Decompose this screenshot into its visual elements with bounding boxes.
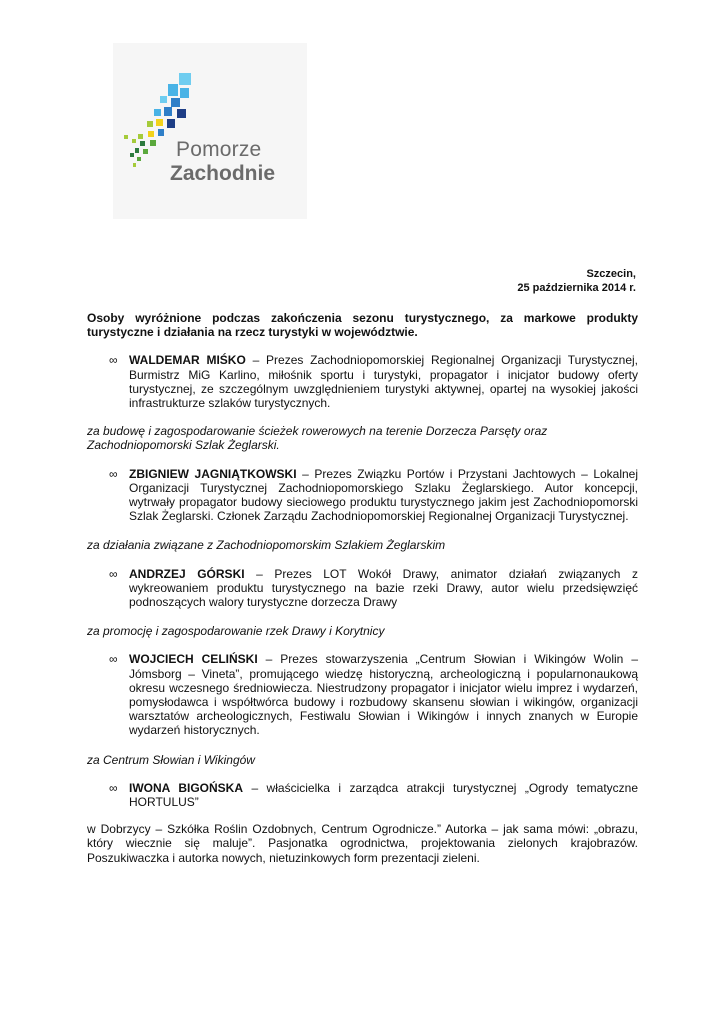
person-description: – Prezes Związku Portów i Przystani Jachtowych – Lokalnej Organizacji Turystycznej Zachodniopomorskiego Szlaku Żeglarskiego. Autor koncepcji, wytrwały propagator budowy sieciowego produktu turystycznego jakim jest Zachodniopomorski Szlak Żeglarski. Członek Zarządu Zachodniopomorskiej Regionalnej Organizacji Turystycznej. bbox=[129, 466, 639, 524]
person-name: ZBIGNIEW JAGNIĄTKOWSKI bbox=[129, 466, 297, 481]
logo bbox=[113, 43, 307, 219]
document-body bbox=[87, 311, 638, 865]
award-reason: za promocję i zagospodarowanie rzek Drawy i Korytnicy bbox=[87, 624, 385, 639]
place-date bbox=[517, 267, 636, 295]
person-name: WALDEMAR MIŚKO bbox=[129, 353, 246, 368]
intro-heading: Osoby wyróżnione podczas zakończenia sezonu turystycznego, za markowe produkty turystyczne i działania na rzecz turystyki w województwie. bbox=[87, 311, 638, 340]
list-item bbox=[87, 652, 638, 737]
place: Szczecin, bbox=[586, 268, 636, 280]
infinity-bullet-icon: ∞ bbox=[109, 566, 118, 581]
infinity-bullet-icon: ∞ bbox=[109, 353, 118, 368]
logo-mark-icon bbox=[113, 43, 307, 219]
person-description: – Prezes LOT Wokół Drawy, animator działań związanych z wykreowaniem produktu turystycznego na bazie rzeki Drawy, autor wielu przedsięwzięć podnoszących walory turystyczne dorzecza Drawy bbox=[129, 566, 638, 610]
infinity-bullet-icon: ∞ bbox=[109, 780, 118, 795]
award-reason: za Centrum Słowian i Wikingów bbox=[87, 752, 255, 767]
award-reason: za budowę i zagospodarowanie ścieżek rowerowych na terenie Dorzecza Parsęty oraz Zachodniopomorski Szlak Żeglarski. bbox=[87, 424, 548, 453]
infinity-bullet-icon: ∞ bbox=[109, 652, 118, 667]
award-reason: za działania związane z Zachodniopomorskim Szlakiem Żeglarskim bbox=[87, 538, 446, 553]
person-name: IWONA BIGOŃSKA bbox=[129, 780, 243, 795]
closing-paragraph: w Dobrzycy – Szkółka Roślin Ozdobnych, Centrum Ogrodnicze.” Autorka – jak sama mówi: „obrazu, który wiecznie się maluje”. Pasjonatka ogrodnictwa, projektowania zielonych krajobrazów. Poszukiwaczka i autorka nowych, nietuzinkowych form prezentacji zieleni. bbox=[87, 822, 638, 865]
list-item bbox=[87, 467, 638, 524]
list-item bbox=[87, 781, 638, 809]
infinity-bullet-icon: ∞ bbox=[109, 466, 118, 481]
person-name: WOJCIECH CELIŃSKI bbox=[129, 652, 258, 667]
list-item bbox=[87, 353, 638, 410]
logo-word-pomorze: Pomorze bbox=[176, 138, 262, 161]
date: 25 października 2014 r. bbox=[517, 282, 636, 294]
person-name: ANDRZEJ GÓRSKI bbox=[129, 566, 245, 581]
list-item bbox=[87, 567, 638, 610]
person-description: – Prezes Zachodniopomorskiej Regionalnej Organizacji Turystycznej, Burmistrz MiG Karlino, miłośnik sportu i turystyki, propagator i inicjator budowy oferty turystycznej, ze szczególnym uwzględnieniem turystyki aktywnej, opartej na wysokiej jakości infrastrukturze szlaków turystycznych. bbox=[129, 353, 638, 411]
person-description: – właścicielka i zarządca atrakcji turystycznej „Ogrody tematyczne HORTULUS” bbox=[129, 780, 638, 810]
person-description: – Prezes stowarzyszenia „Centrum Słowian i Wikingów Wolin – Jómsborg – Vineta”, promującego wiedzę historyczną, archeologiczną i popularnonaukową okresu wczesnego średniowiecza. Niestrudzony propagator i inicjator wielu imprez i wydarzeń, pomysłodawca i współtwórca budowy i rozbudowy skansenu słowian i wikingów, organizacji warsztatów archeologicznych, Festiwalu Słowian i Wikingów i innych znanych w Europie wydarzeń historycznych. bbox=[129, 652, 638, 738]
logo-word-zachodnie: Zachodnie bbox=[170, 162, 276, 185]
